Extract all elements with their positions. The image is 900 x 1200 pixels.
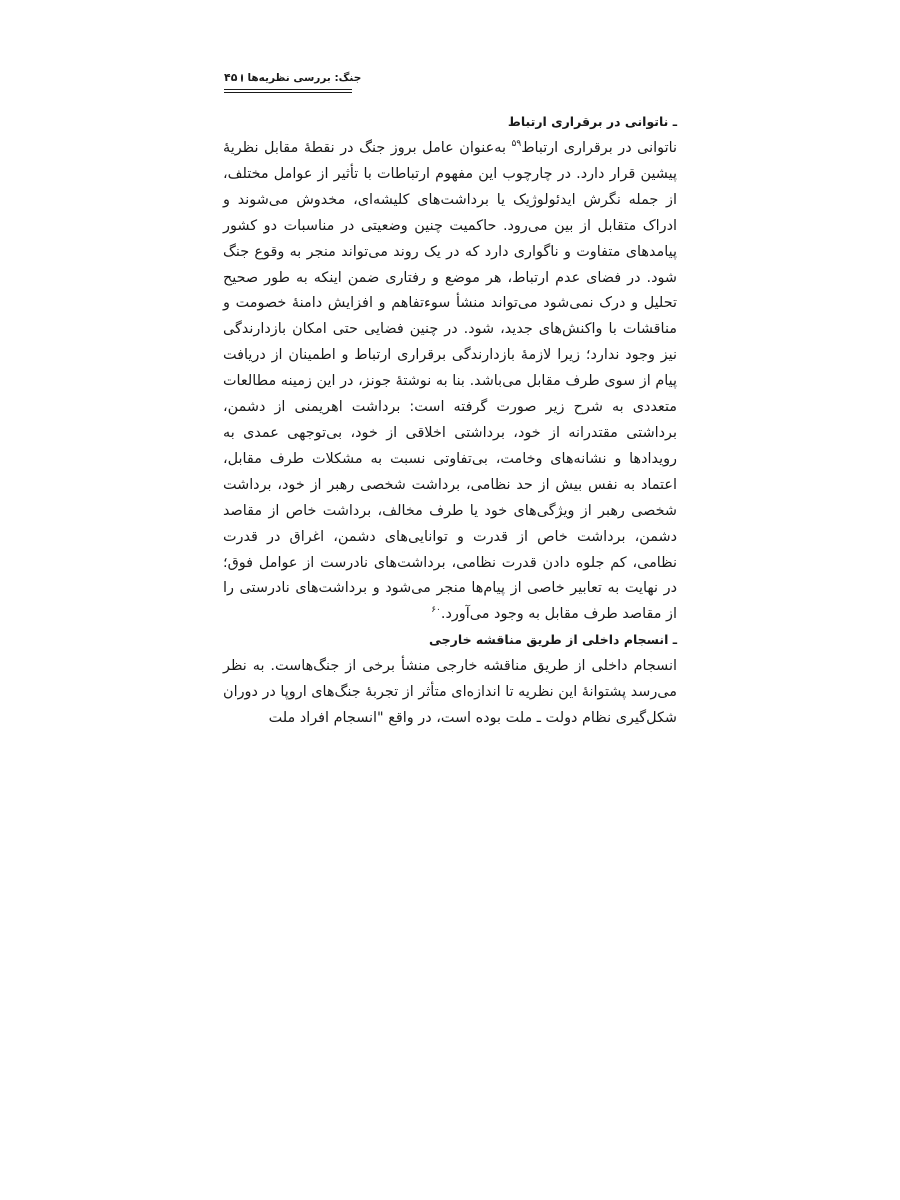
paragraph-body: به‌عنوان عامل بروز جنگ در نقطهٔ مقابل نظریهٔ پیشین قرار دارد. در چارچوب این مفهوم ارتباطات با تأثیر از عوامل مختلف، از جمله نگرش ایدئولوژیک یا برداشت‌های کلیشه‌ای، مخدوش می‌شوند و ادراک متقابل از بین می‌رود. حاکمیت چنین وضعیتی در مناسبات دو کشور پیامدهای متفاوت و ناگواری دارد که در یک روند می‌تواند منجر به وقوع جنگ شود. در فضای عدم ارتباط، هر موضع و رفتاری ضمن اینکه به طور صحیح تحلیل و درک نمی‌شود می‌تواند منشأ سوء‌تفاهم و افزایش دامنهٔ خصومت و مناقشات با واکنش‌های جدید، شود. در چنین فضایی حتی امکان بازدارندگی نیز وجود ندارد؛ زیرا لازمهٔ بازدارندگی برقراری ارتباط و اطمینان از دریافت پیام از سوی طرف مقابل می‌باشد. بنا به نوشتهٔ جونز، در این زمینه مطالعات متعددی به شرح زیر صورت گرفته است: برداشت اهریمنی از دشمن، برداشتی مقتدرانه از خود، برداشتی اخلاقی از خود، بی‌توجهی عمدی به رویدادها و نشانه‌های وخامت، بی‌تفاوتی نسبت به مشکلات طرف مقابل، اعتماد به نفس بیش از حد نظامی، برداشت شخصی رهبر از خود، برداشت شخصی رهبر از ویژگی‌های خود یا طرف مخالف، برداشت خاص از مقاصد دشمن، برداشت خاص از قدرت و توانایی‌های دشمن، اغراق در قدرت نظامی، کم جلوه دادن قدرت نظامی، برداشت‌های نادرست از عوامل فوق؛ در نهایت به تعابیر خاصی از پیام‌ها منجر می‌شود و برداشت‌های نادرستی را از مقاصد طرف مقابل به وجود می‌آورد. xyxy=(223,140,677,623)
paragraph-communication xyxy=(223,136,677,628)
header-double-rule xyxy=(224,89,352,93)
section-heading-communication: ـ ناتوانی در برقراری ارتباط xyxy=(507,114,677,129)
running-header xyxy=(224,70,362,93)
footnote-ref-59[interactable]: ۵۹ xyxy=(511,139,522,149)
page-number: ۴۵ xyxy=(224,71,238,84)
circle-ornament-icon xyxy=(241,74,243,82)
running-title: جنگ: بررسی نظریه‌ها xyxy=(247,71,362,84)
footnote-ref-60[interactable]: ۶۰ xyxy=(431,605,441,616)
paragraph-lead: ناتوانی در برقراری ارتباط xyxy=(521,140,677,156)
paragraph-cohesion: انسجام داخلی از طریق مناقشه خارجی منشأ برخی از جنگ‌هاست. به نظر می‌رسد پشتوانهٔ این نظریه تا اندازه‌ای متأثر از تجربهٔ جنگ‌های اروپا در دوران شکل‌گیری نظام دولت ـ ملت بوده است، در واقع "انسجام افراد ملت xyxy=(223,658,677,727)
page-body xyxy=(223,110,677,732)
section-heading-cohesion: ـ انسجام داخلی از طریق مناقشه خارجی xyxy=(429,632,677,648)
